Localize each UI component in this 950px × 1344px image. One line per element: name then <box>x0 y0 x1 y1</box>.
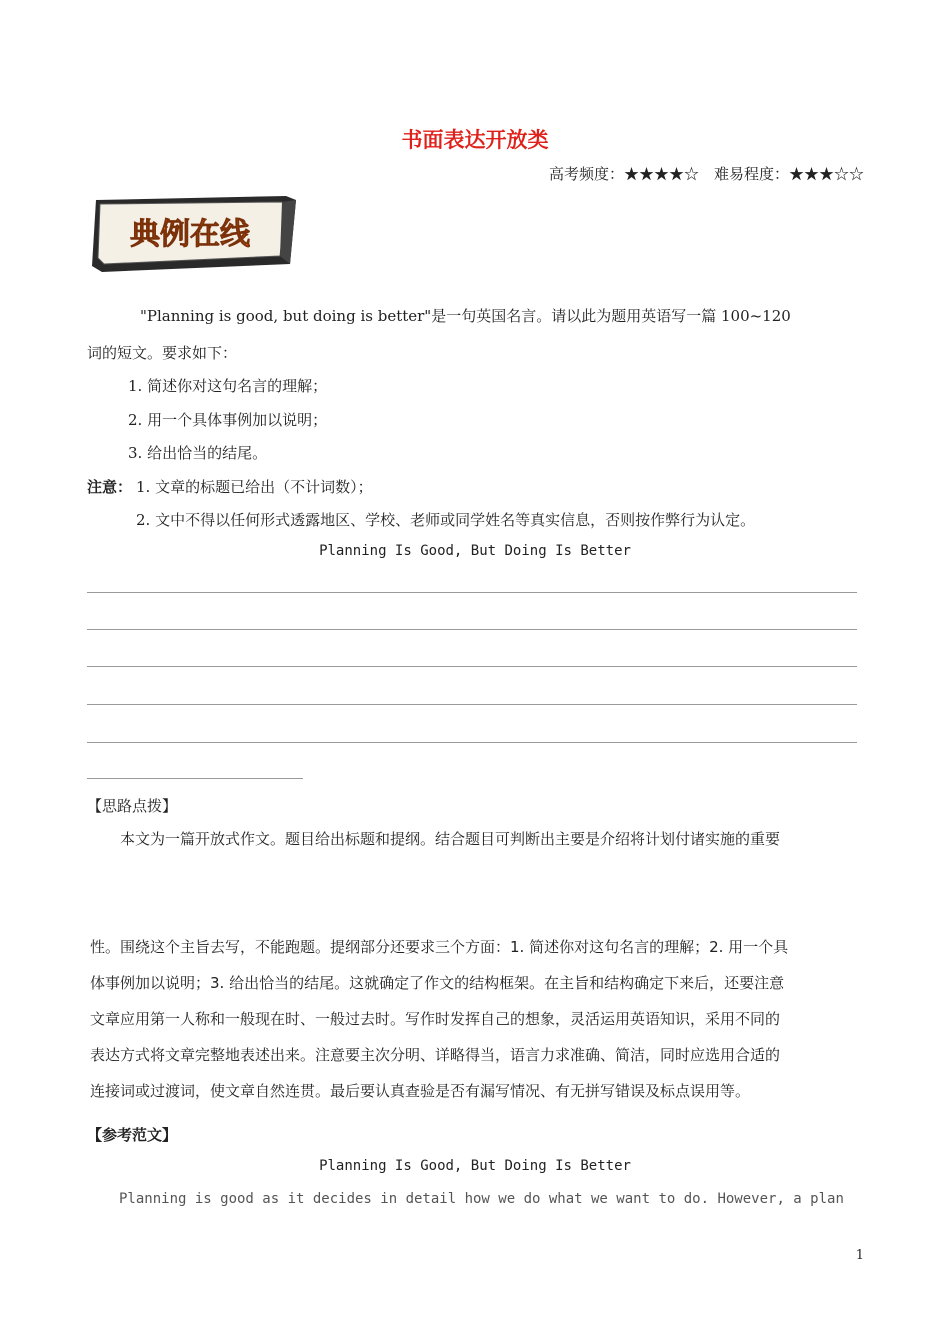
writing-line <box>87 592 857 593</box>
writing-line <box>87 704 857 705</box>
note-label: 注意： <box>87 478 133 496</box>
task-intro-line2: 词的短文。要求如下： <box>87 344 238 362</box>
requirement-3: 3. 给出恰当的结尾。 <box>128 444 268 462</box>
section-divider <box>87 778 303 779</box>
note-2: 2. 文中不得以任何形式透露地区、学校、老师或同学姓名等真实信息，否则按作弊行为认定。 <box>136 511 756 529</box>
requirement-1: 1. 简述你对这句名言的理解； <box>128 377 328 395</box>
analysis-line: 体事例加以说明；3. 给出恰当的结尾。这就确定了作文的结构框架。在主旨和结构确定下来后，还要注意 <box>90 974 785 992</box>
page-number: 1 <box>855 1248 864 1263</box>
analysis-line: 表达方式将文章完整地表述出来。注意要主次分明、详略得当，语言力求准确、简洁，同时应选用合适的 <box>90 1046 781 1064</box>
sample-heading: 【参考范文】 <box>87 1126 178 1144</box>
analysis-heading: 【思路点拨】 <box>87 797 178 815</box>
writing-line <box>87 742 857 743</box>
requirement-2: 2. 用一个具体事例加以说明； <box>128 411 328 429</box>
note-1: 1. 文章的标题已给出（不计词数）； <box>136 478 373 496</box>
difficulty-rating: 高考频度：★★★★☆ 难易程度：★★★☆☆ <box>548 165 864 183</box>
analysis-line: 连接词或过渡词，使文章自然连贯。最后要认真查验是否有漏写情况、有无拼写错误及标点误用等。 <box>90 1082 751 1100</box>
task-intro-line1: "Planning is good, but doing is better"是一句英国名言。请以此为题用英语写一篇 100~120 <box>140 307 791 325</box>
writing-line <box>87 666 857 667</box>
analysis-line: 本文为一篇开放式作文。题目给出标题和提纲。结合题目可判断出主要是介绍将计划付诸实施的重要 <box>120 830 781 848</box>
sample-title: Planning Is Good, But Doing Is Better <box>319 1158 631 1174</box>
analysis-line: 性。围绕这个主旨去写，不能跑题。提纲部分还要求三个方面：1. 简述你对这句名言的理解；2. 用一个具 <box>90 938 789 956</box>
sample-text-line: Planning is good as it decides in detail how we do what we want to do. However, a plan <box>119 1191 844 1207</box>
example-badge <box>90 194 298 274</box>
badge-frame-icon <box>90 194 298 274</box>
essay-title: Planning Is Good, But Doing Is Better <box>319 543 631 559</box>
analysis-line: 文章应用第一人称和一般现在时、一般过去时。写作时发挥自己的想象，灵活运用英语知识，采用不同的 <box>90 1010 781 1028</box>
badge-label: 典例在线 <box>130 217 250 252</box>
writing-line <box>87 629 857 630</box>
page-title: 书面表达开放类 <box>401 128 549 152</box>
